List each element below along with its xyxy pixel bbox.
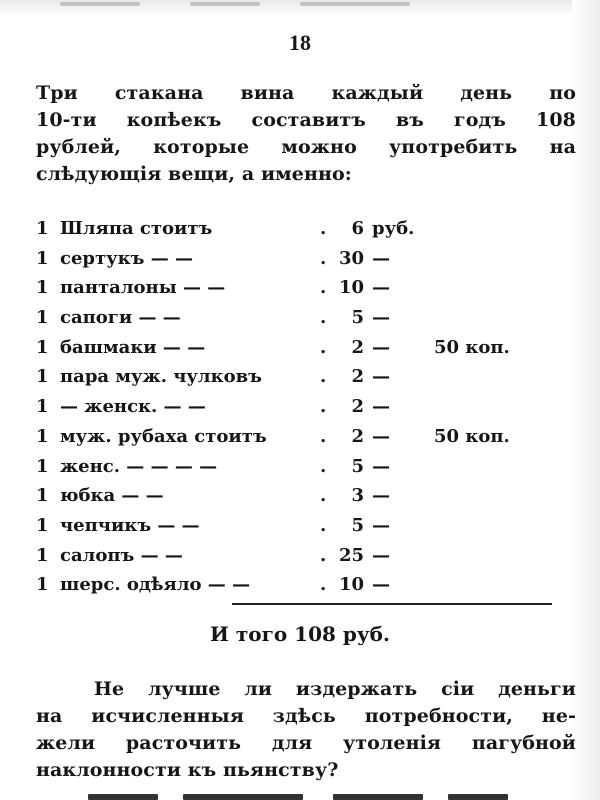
item-unit: руб. [372,218,415,239]
closing-line: Не лучше ли издержать сіи деньги [94,678,576,700]
item-quantity: 1 [36,455,49,477]
item-name: — женск. — — [60,396,206,418]
item-amount: 3 [351,485,364,507]
price-list-row [36,362,576,392]
item-unit: — [372,336,390,358]
item-quantity: 1 [36,574,49,596]
item-unit: — [372,514,390,536]
total-line: И того 108 руб. [210,622,390,646]
item-name: сертукъ — — [60,247,194,269]
item-quantity: 1 [36,514,49,536]
item-quantity: 1 [36,544,49,566]
item-leader-dot: . [320,514,327,536]
item-amount: 5 [351,307,364,329]
item-leader-dot: . [320,366,327,388]
item-amount: 5 [351,455,364,477]
item-kopecks: 50 коп. [434,336,510,358]
item-amount: 2 [351,425,364,447]
price-list-row [36,333,576,363]
item-unit: — [372,247,390,269]
intro-line: слѣдующія вещи, а именно: [36,163,352,185]
price-list-row [36,481,576,511]
item-unit: — [372,455,390,477]
item-amount: 6 [351,218,364,239]
item-kopecks: 50 коп. [434,425,510,447]
price-list-row [36,422,576,452]
cropped-next-line [88,790,518,800]
item-amount: 2 [351,366,364,388]
item-leader-dot: . [320,218,327,239]
page-number: 18 [289,30,311,55]
item-amount: 25 [338,544,364,566]
item-name: башмаки — — [60,336,206,358]
item-amount: 5 [351,514,364,536]
price-list-row [36,244,576,274]
cropped-text-fragment [190,2,260,6]
item-unit: — [372,277,390,299]
item-name: юбка — — [60,485,164,507]
cropped-text-fragment [88,794,158,800]
item-name: муж. рубаха стоитъ [60,425,267,447]
item-name: пара муж. чулковъ [60,366,262,388]
cropped-text-fragment [333,794,423,800]
intro-line: 10-ти копѣекъ составитъ въ годъ 108 [36,109,576,131]
item-quantity: 1 [36,485,49,507]
item-unit: — [372,574,390,596]
item-unit: — [372,396,390,418]
item-unit: — [372,544,390,566]
item-name: панталоны — — [60,277,226,299]
intro-line: рублей, которые можно употребить на [36,136,576,158]
item-unit: — [372,485,390,507]
price-list-row [36,273,576,303]
item-leader-dot: . [320,544,327,566]
item-quantity: 1 [36,366,49,388]
closing-paragraph [36,676,576,784]
item-unit: — [372,425,390,447]
item-leader-dot: . [320,277,327,299]
item-amount: 30 [338,247,364,269]
item-leader-dot: . [320,455,327,477]
price-list-row [36,214,576,244]
item-quantity: 1 [36,247,49,269]
closing-line: жели расточить для утоленія пагубной [36,732,576,754]
cropped-previous-page-strip [0,0,600,16]
item-quantity: 1 [36,218,49,239]
item-amount: 10 [338,277,364,299]
item-leader-dot: . [320,307,327,329]
cropped-text-fragment [448,794,508,800]
price-list-row [36,541,576,571]
intro-line: Три стакана вина каждый день по [36,82,576,104]
item-quantity: 1 [36,307,49,329]
total-divider [232,603,552,605]
item-leader-dot: . [320,247,327,269]
cropped-text-fragment [183,794,303,800]
item-name: женс. — — — — [60,455,218,477]
item-leader-dot: . [320,485,327,507]
item-amount: 2 [351,336,364,358]
item-quantity: 1 [36,277,49,299]
cropped-text-fragment [60,2,140,6]
cropped-text-fragment [300,2,410,6]
item-quantity: 1 [36,396,49,418]
item-unit: — [372,366,390,388]
price-list-row [36,570,576,600]
item-name: чепчикъ — — [60,514,200,536]
item-leader-dot: . [320,425,327,447]
item-quantity: 1 [36,336,49,358]
price-list [36,214,576,600]
price-list-row [36,392,576,422]
price-list-row [36,511,576,541]
item-leader-dot: . [320,396,327,418]
item-name: Шляпа стоитъ [60,218,213,239]
closing-line: наклонности къ пьянству? [36,759,339,781]
intro-paragraph [36,80,576,188]
item-leader-dot: . [320,574,327,596]
item-unit: — [372,307,390,329]
item-name: салопъ — — [60,544,183,566]
item-leader-dot: . [320,336,327,358]
closing-line: на исчисленныя здѣсь потребности, не- [36,705,576,727]
item-name: сапоги — — [60,307,181,329]
item-amount: 2 [351,396,364,418]
page-edge-shadow [572,0,600,800]
price-list-row [36,303,576,333]
item-name: шерс. одѣяло — — [60,574,251,596]
price-list-row [36,452,576,482]
item-amount: 10 [338,574,364,596]
item-quantity: 1 [36,425,49,447]
